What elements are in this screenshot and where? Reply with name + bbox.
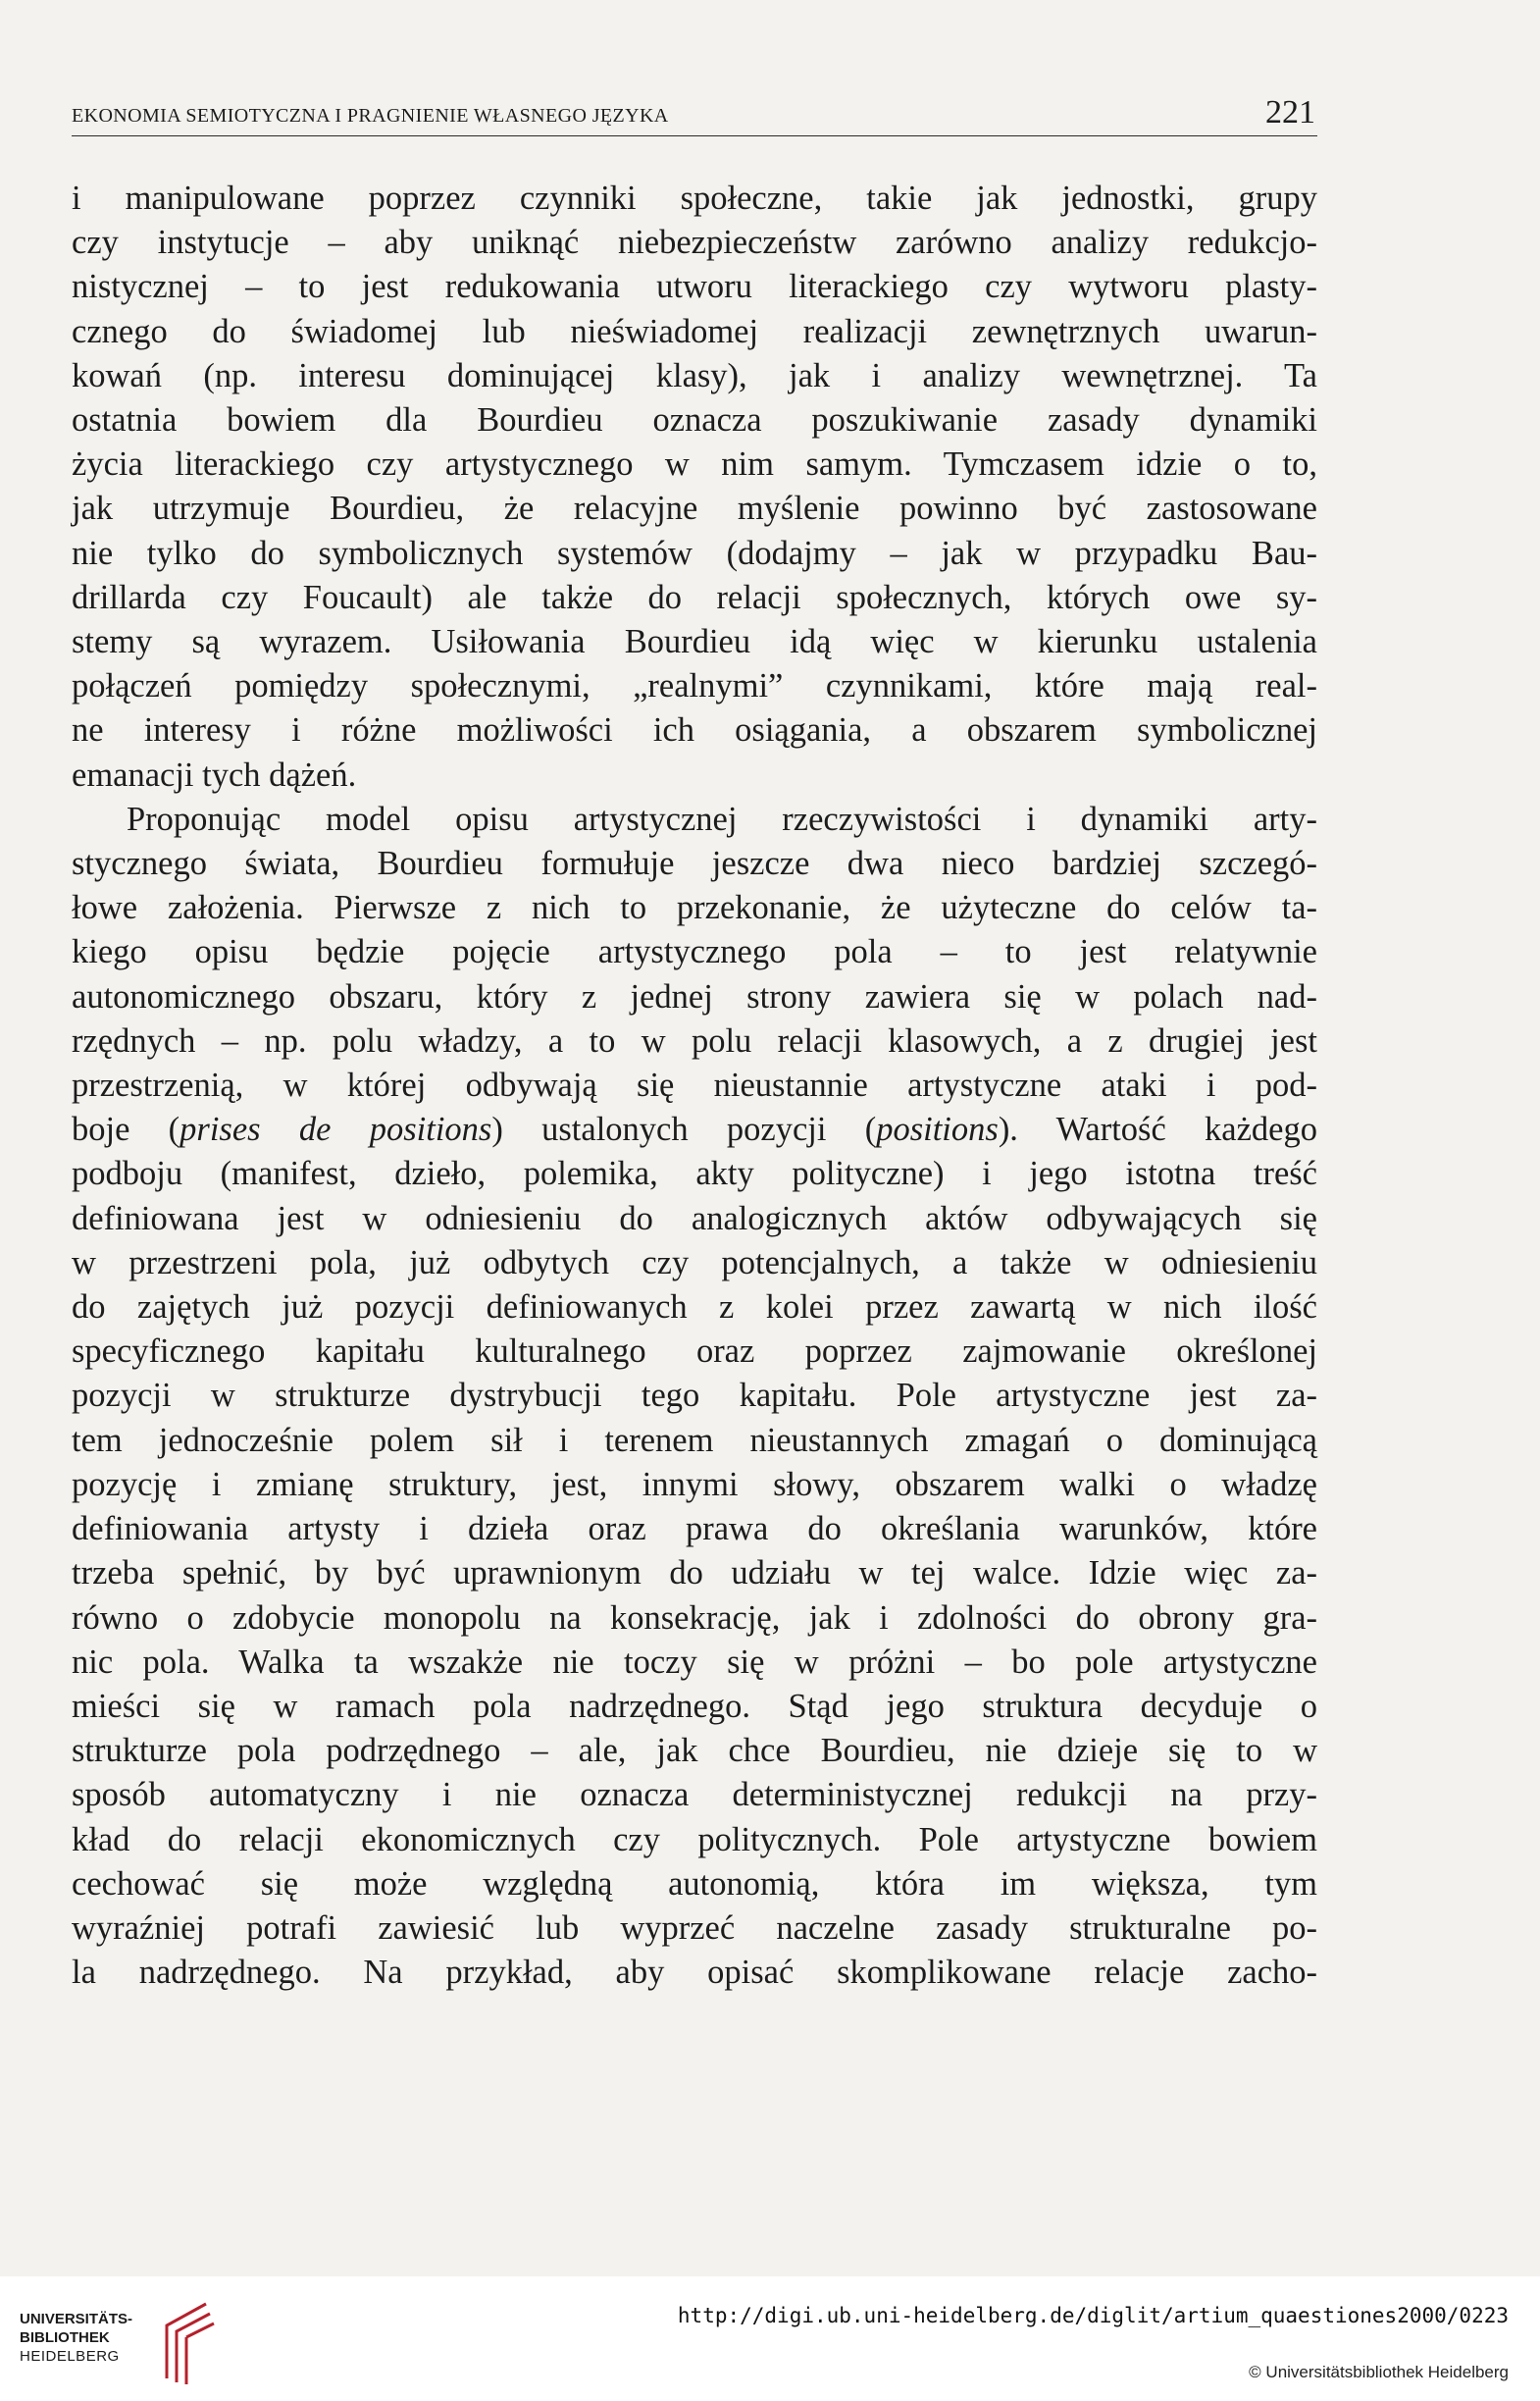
text-line: przestrzenią, w której odbywają się nieustannie artystyczne ataki i pod- [72, 1067, 1317, 1105]
page-number: 221 [1265, 94, 1315, 130]
text-line: trzeba spełnić, by być uprawnionym do udziału w tej walce. Idzie więc za- [72, 1554, 1317, 1592]
logo-line: BIBLIOTHEK [20, 2329, 110, 2346]
text-line: definiowania artysty i dzieła oraz prawa do określania warunków, które [72, 1510, 1317, 1548]
running-header [72, 96, 1317, 136]
text-line: jak utrzymuje Bourdieu, że relacyjne myślenie powinno być zastosowane [72, 490, 1317, 528]
logo-line: HEIDELBERG [20, 2348, 120, 2365]
text-line: sposób automatyczny i nie oznacza deterministycznej redukcji na przy- [72, 1776, 1317, 1814]
text-segment: boje ( [72, 1111, 180, 1149]
text-line: do zajętych już pozycji definiowanych z kolei przez zawartą w nich ilość [72, 1288, 1317, 1327]
text-line: i manipulowane poprzez czynniki społeczne, takie jak jednostki, grupy [72, 180, 1317, 217]
text-line: stemy są wyrazem. Usiłowania Bourdieu idą więc w kierunku ustalenia [72, 623, 1317, 661]
logo-line: UNIVERSITÄTS- [20, 2311, 133, 2327]
text-line: nie tylko do symbolicznych systemów (dodajmy – jak w przypadku Bau- [72, 534, 1317, 572]
text-line: ostatnia bowiem dla Bourdieu oznacza poszukiwanie zasady dynamiki [72, 401, 1317, 440]
text-line: równo o zdobycie monopolu na konsekrację, jak i zdolności do obrony gra- [72, 1598, 1317, 1637]
text-line: specyficznego kapitału kulturalnego oraz poprzez zajmowanie określonej [72, 1332, 1317, 1371]
text-segment: ). Wartość każdego [998, 1111, 1317, 1149]
text-line: nistycznej – to jest redukowania utworu literackiego czy wytworu plasty- [72, 268, 1317, 306]
text-line: w przestrzeni pola, już odbytych czy potencjalnych, a także w odniesieniu [72, 1243, 1317, 1281]
text-line: autonomicznego obszaru, który z jednej strony zawiera się w polach nad- [72, 977, 1317, 1016]
italic-term: positions [876, 1111, 999, 1149]
text-line: łowe założenia. Pierwsze z nich to przekonanie, że użyteczne do celów ta- [72, 889, 1317, 927]
text-line: strukturze pola podrzędnego – ale, jak chce Bourdieu, nie dzieje się to w [72, 1732, 1317, 1770]
text-line: rzędnych – np. polu władzy, a to w polu relacji klasowych, a z drugiej jest [72, 1021, 1317, 1060]
text-line-paragraph-end: emanacji tych dążeń. [72, 756, 357, 794]
text-line: cznego do świadomej lub nieświadomej realizacji zewnętrznych uwarun- [72, 312, 1317, 350]
body-text [72, 177, 1317, 1995]
library-footer [0, 2276, 1540, 2401]
text-line: podboju (manifest, dzieło, polemika, akty polityczne) i jego istotna treść [72, 1155, 1317, 1193]
text-line: czy instytucje – aby uniknąć niebezpieczeństw zarówno analizy redukcjo- [72, 224, 1317, 262]
source-url-link[interactable]: http://digi.ub.uni-heidelberg.de/diglit/artium_quaestiones2000/0223 [677, 2304, 1509, 2327]
text-line: drillarda czy Foucault) ale także do relacji społecznych, których owe sy- [72, 578, 1317, 616]
text-line: definiowana jest w odniesieniu do analogicznych aktów odbywających się [72, 1199, 1317, 1237]
text-line: życia literackiego czy artystycznego w nim samym. Tymczasem idzie o to, [72, 445, 1317, 484]
text-line: nic pola. Walka ta wszakże nie toczy się w próżni – bo pole artystyczne [72, 1643, 1317, 1681]
text-line: cechować się może względną autonomią, która im większa, tym [72, 1864, 1317, 1903]
text-segment: ) ustalonych pozycji ( [491, 1111, 877, 1149]
italic-term: prises de positions [180, 1111, 492, 1149]
text-line-paragraph-start: Proponując model opisu artystycznej rzeczywistości i dynamiki arty- [127, 800, 1317, 838]
text-line: tem jednocześnie polem sił i terenem nieustannych zmagań o dominującą [72, 1421, 1317, 1459]
text-line-with-italics [72, 1108, 1317, 1152]
library-emblem-icon [159, 2298, 218, 2386]
text-line: połączeń pomiędzy społecznymi, „realnymi” czynnikami, które mają real- [72, 667, 1317, 705]
text-line: la nadrzędnego. Na przykład, aby opisać skomplikowane relacje zacho- [72, 1954, 1317, 1992]
running-title: EKONOMIA SEMIOTYCZNA I PRAGNIENIE WŁASNEGO JĘZYKA [72, 105, 669, 127]
text-line: mieści się w ramach pola nadrzędnego. Stąd jego struktura decyduje o [72, 1687, 1317, 1725]
text-line: kiego opisu będzie pojęcie artystycznego pola – to jest relatywnie [72, 933, 1317, 971]
text-line: ne interesy i różne możliwości ich osiągania, a obszarem symbolicznej [72, 711, 1317, 750]
library-logo-text [20, 2310, 132, 2366]
text-line: wyraźniej potrafi zawiesić lub wyprzeć naczelne zasady strukturalne po- [72, 1908, 1317, 1947]
copyright-notice: © Universitätsbibliothek Heidelberg [1249, 2363, 1509, 2381]
text-line: kowań (np. interesu dominującej klasy), jak i analizy wewnętrznej. Ta [72, 356, 1317, 394]
text-line: pozycji w strukturze dystrybucji tego kapitału. Pole artystyczne jest za- [72, 1377, 1317, 1415]
text-line: pozycję i zmianę struktury, jest, innymi słowy, obszarem walki o władzę [72, 1465, 1317, 1503]
text-line: kład do relacji ekonomicznych czy politycznych. Pole artystyczne bowiem [72, 1820, 1317, 1858]
library-logo [20, 2298, 235, 2386]
text-line: stycznego świata, Bourdieu formułuje jeszcze dwa nieco bardziej szczegó- [72, 845, 1317, 883]
